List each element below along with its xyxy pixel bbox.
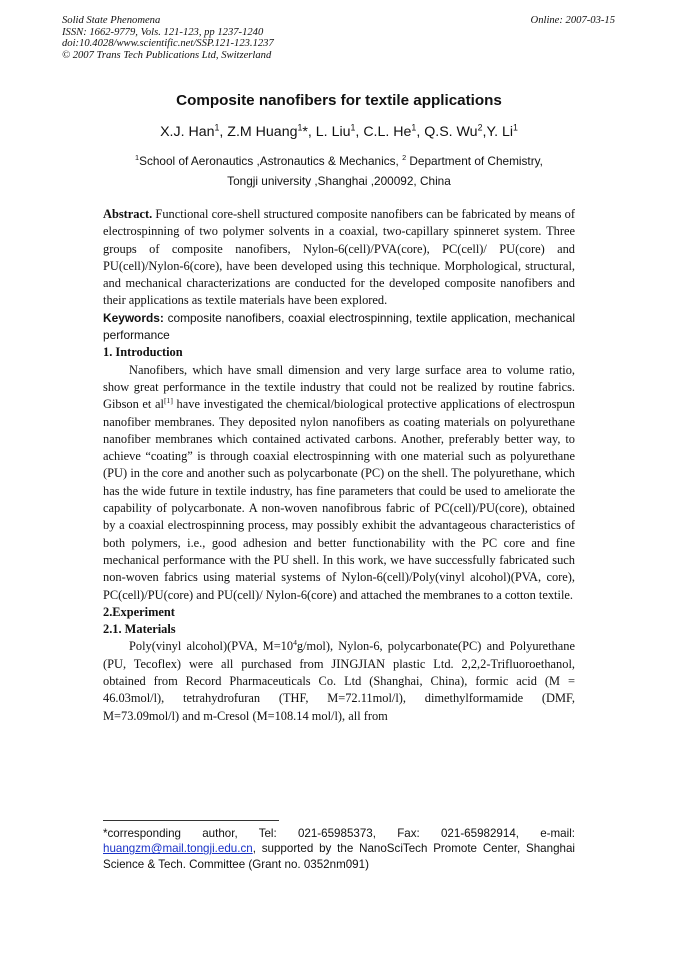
- author-affil-sup: 1: [513, 122, 518, 133]
- author-name: Q.S. Wu: [424, 124, 478, 140]
- intro-paragraph: [103, 362, 575, 604]
- affiliation-line-2: Tongji university ,Shanghai ,200092, China: [227, 174, 451, 188]
- footnote-text: *corresponding author, Tel: 021-65985373, Fax: 021-65982914, e-mail:: [103, 827, 575, 840]
- email-link[interactable]: huangzm@mail.tongji.edu.cn: [103, 842, 253, 856]
- journal-doi: doi:10.4028/www.scientific.net/SSP.121-123.1237: [62, 38, 274, 49]
- section-heading: 2.Experiment: [103, 604, 175, 619]
- author-sep: ,: [219, 124, 228, 140]
- author-sep: *,: [302, 124, 316, 140]
- author-affil-sup: 1: [214, 122, 220, 133]
- journal-info: [62, 15, 274, 61]
- author-name: L. Liu: [315, 124, 351, 140]
- affil-text: School of Aeronautics ,Astronautics & Mechanics,: [139, 154, 403, 168]
- author-affil-sup: 1: [297, 122, 303, 133]
- affil-sup: 2: [402, 153, 407, 163]
- online-date: Online: 2007-03-15: [530, 15, 615, 26]
- subsection-heading: 2.1. Materials: [103, 622, 176, 637]
- author-affil-sup: 2: [477, 122, 483, 133]
- author-name: Z.M Huang: [227, 124, 298, 140]
- journal-copyright: © 2007 Trans Tech Publications Ltd, Switzerland: [62, 49, 272, 61]
- citation-ref: [1]: [163, 396, 173, 406]
- materials-text: Poly(vinyl alcohol)(PVA, M=10: [129, 639, 294, 654]
- exponent: 4: [293, 638, 297, 648]
- footnote: [103, 826, 575, 872]
- author-list: [0, 124, 678, 140]
- keywords: [103, 310, 575, 345]
- footnote-rule: [103, 820, 279, 821]
- abstract-text: Functional core-shell structured composite nanofibers can be fabricated by means of electrospinning of two polymer solvents in a coaxial, two-capillary spinneret system. Three groups of composite nanofibers, Nylon-6(cell)/PVA(core), PC(cell)/ PU(core) and PU(cell)/Nylon-6(core), have been developed using this technique. Morphological, structural, and mechanical characterizations are conducted for the developed composite nanofibers and their applications as textile materials have been explored.: [103, 207, 575, 308]
- author-sep: ,: [416, 124, 425, 140]
- section-heading: 1. Introduction: [103, 345, 183, 360]
- author-name: Y. Li: [486, 124, 513, 140]
- materials-text: g/mol), Nylon-6, polycarbonate(PC) and Polyurethane (PU, Tecoflex) were all purchased from JINGJIAN plastic Ltd. 2,2,2-Trifluoroethanol, obtained from Record Pharmaceuticals Co. Ltd (Shanghai, China), formic acid (M = 46.03mol/l), tetrahydrofuran (THF, M=72.11mol/l), dimethylformamide (DMF, M=73.09mol/l) and m-Cresol (M=108.14 mol/l), all from: [103, 639, 576, 723]
- intro-text: Nanofibers, which have small dimension and very large surface area to volume ratio, show great performance in the textile industry that could not be realized by routine fabrics. Gibson et al: [103, 362, 575, 412]
- author-name: C.L. He: [363, 124, 412, 140]
- affil-sup: 1: [135, 153, 140, 163]
- keywords-label: Keywords:: [103, 310, 164, 325]
- abstract: [103, 206, 575, 310]
- footnote-text: , supported by the NanoSciTech Promote Center, Shanghai Science & Tech. Committee (Grant no. 0352nm091): [103, 842, 575, 871]
- journal-name: Solid State Phenomena: [62, 15, 161, 26]
- author-affil-sup: 1: [411, 122, 417, 133]
- keywords-text: composite nanofibers, coaxial electrospinning, textile application, mechanical performance: [103, 310, 575, 343]
- paper-title: Composite nanofibers for textile applications: [176, 92, 502, 109]
- journal-issn: ISSN: 1662-9779, Vols. 121-123, pp 1237-1240: [62, 26, 264, 38]
- author-sep: ,: [482, 124, 487, 140]
- author-name: X.J. Han: [160, 124, 215, 140]
- intro-text: have investigated the chemical/biological protective applications of electrospun nanofiber membranes. They deposited nylon nanofibers as coating materials on polyurethane nanofiber membranes which contained activated carbons. Another, preferably better way, to achieve “coating” is through coaxial electrospinning with one material such as polyurethane (PU) in the core and another such as polycarbonate (PC) on the shell. The polyurethane, which has the wide future in textile industry, has fine parameters that could be used to ameliorate the capability of polycarbonate. A non-woven nanofibrous fabric of PC(cell)/PU(core), obtained by a coaxial electrospinning process, may possibly exhibit the advantageous characteristics of both polymers, i.e., good adhesion and better functionability with the PC core and fine mechanical performance with the PU shell. In this work, we have successfully fabricated such non-woven fabrics using material systems of Nylon-6(cell)/Poly(vinyl alcohol)(PVA, core), PC(cell)/PU(core) and PU(cell)/ Nylon-6(core) and attached the membranes to a cotton textile.: [103, 397, 575, 602]
- author-sep: ,: [355, 124, 364, 140]
- affil-text: Department of Chemistry,: [406, 154, 543, 168]
- paper-body: [103, 206, 575, 725]
- affiliation-line-1: [0, 152, 678, 170]
- materials-paragraph: [103, 638, 575, 724]
- author-affil-sup: 1: [350, 122, 356, 133]
- abstract-label: Abstract.: [103, 207, 153, 221]
